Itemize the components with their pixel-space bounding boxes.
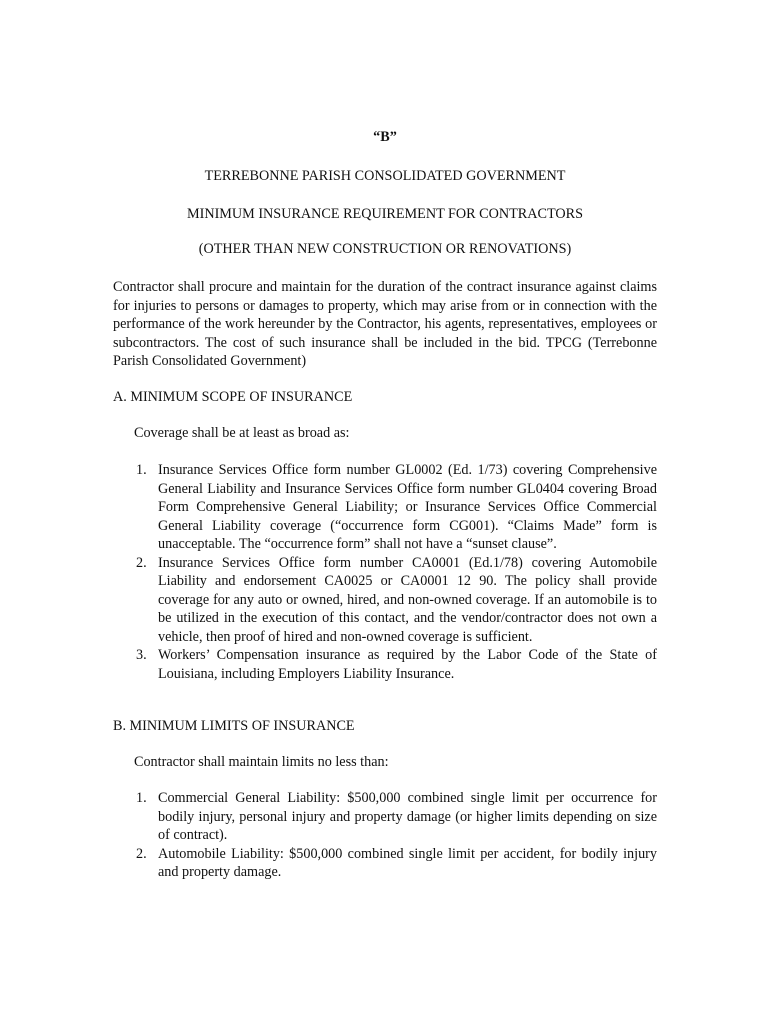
list-item-number: 2. bbox=[136, 554, 147, 571]
section-a-heading: A. MINIMUM SCOPE OF INSURANCE bbox=[113, 389, 353, 405]
list-item-number: 2. bbox=[136, 845, 147, 862]
list-item-text: Automobile Liability: $500,000 combined single limit per accident, for bodily injury and property damage. bbox=[158, 845, 657, 880]
list-item bbox=[113, 646, 657, 683]
list-item-number: 1. bbox=[136, 462, 147, 478]
list-item bbox=[113, 845, 657, 882]
document-title-requirement: MINIMUM INSURANCE REQUIREMENT FOR CONTRACTORS bbox=[187, 206, 583, 222]
exhibit-label: “B” bbox=[373, 129, 397, 145]
intro-paragraph: Contractor shall procure and maintain for the duration of the contract insurance against claims for injuries to persons or damages to property, which may arise from or in connection with the performance of the work hereunder by the Contractor, his agents, representatives, employees or subcontractors. The cost of such insurance shall be included in the bid. TPCG (Terrebonne Parish Consolidated Government) bbox=[113, 279, 657, 369]
list-item-text: Commercial General Liability: $500,000 combined single limit per occurrence for bodily injury, personal injury and property damage (or higher limits depending on size of contract). bbox=[158, 790, 657, 843]
section-a-lead: Coverage shall be at least as broad as: bbox=[134, 425, 350, 441]
list-item-text: Insurance Services Office form number CA0001 (Ed.1/78) covering Automobile Liability and endorsement CA0025 or CA0001 12 90. The policy shall provide coverage for any auto or owned, hired, and non-owned coverage. If an automobile is to be utilized in the execution of this contact, and the vendor/contractor does not own a vehicle, then proof of hired and non-owned coverage is sufficient. bbox=[158, 554, 657, 645]
list-item bbox=[113, 554, 657, 647]
section-b-lead: Contractor shall maintain limits no less than: bbox=[134, 754, 389, 770]
document-title-organization: TERREBONNE PARISH CONSOLIDATED GOVERNMENT bbox=[204, 168, 566, 184]
list-item bbox=[113, 789, 657, 845]
section-a-list bbox=[113, 461, 657, 683]
list-item-text: Workers’ Compensation insurance as required by the Labor Code of the State of Louisiana, including Employers Liability Insurance. bbox=[158, 647, 657, 682]
section-b-heading: B. MINIMUM LIMITS OF INSURANCE bbox=[113, 718, 355, 734]
list-item-number: 1. bbox=[136, 790, 147, 806]
section-b-list bbox=[113, 789, 657, 882]
document-title-scope-note: (OTHER THAN NEW CONSTRUCTION OR RENOVATIONS) bbox=[198, 241, 572, 257]
list-item-text: Insurance Services Office form number GL0002 (Ed. 1/73) covering Comprehensive General Liability and Insurance Services Office form number GL0404 covering Broad Form Comprehensive General Liability; or Insurance Services Office Commercial General Liability coverage (“occurrence form CG001). “Claims Made” form is unacceptable. The “occurrence form” shall not have a “sunset clause”. bbox=[158, 462, 657, 552]
list-item-number: 3. bbox=[136, 647, 147, 663]
list-item bbox=[113, 461, 657, 554]
